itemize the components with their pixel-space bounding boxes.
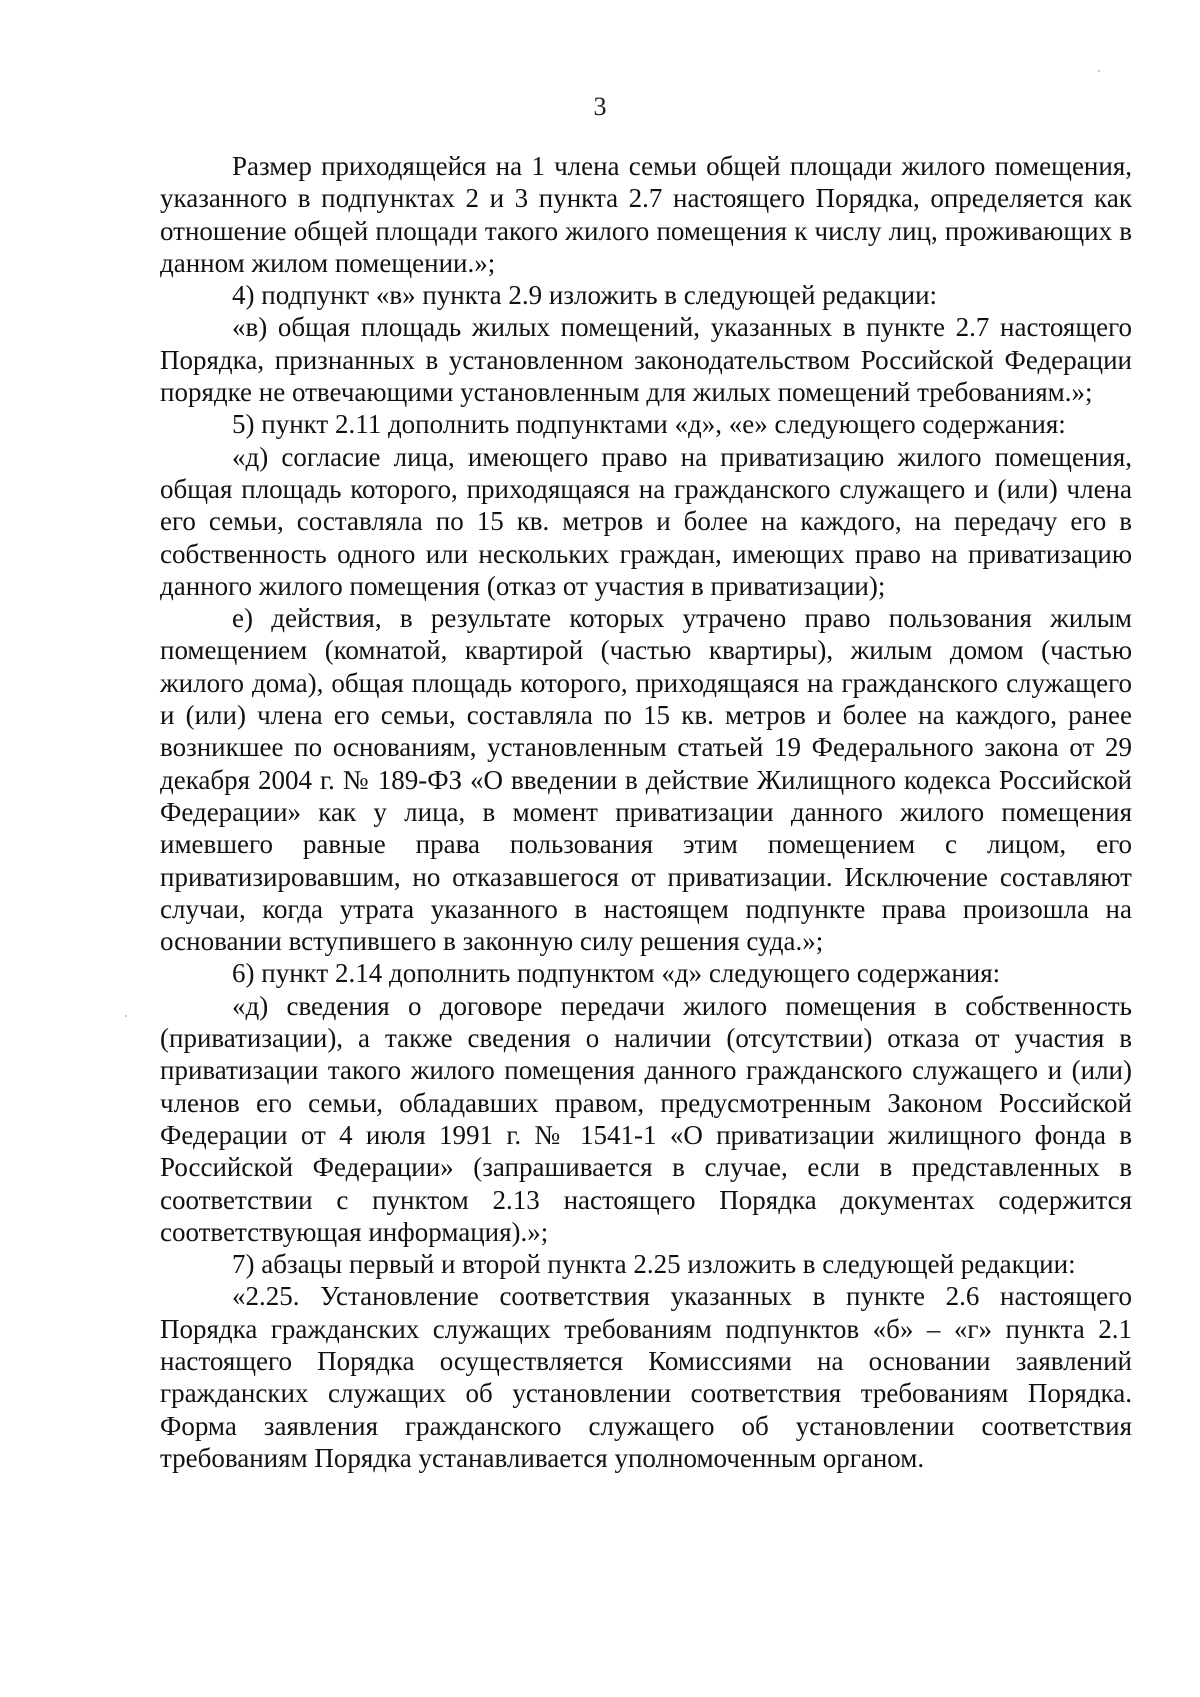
paragraph-item-7: 7) абзацы первый и второй пункта 2.25 изложить в следующей редакции: bbox=[232, 1249, 1076, 1280]
scan-speck bbox=[125, 1015, 127, 1017]
document-body bbox=[160, 150, 1132, 1474]
paragraph-item-4: 4) подпункт «в» пункта 2.9 изложить в следующей редакции: bbox=[232, 280, 938, 311]
paragraph-subitem-v: «в) общая площадь жилых помещений, указанных в пункте 2.7 настоящего Порядка, признанных в установленном законодательством Российской Федерации порядке не отвечающими установленным для жилых помещений требованиям.»; bbox=[160, 312, 1132, 408]
page-number: 3 bbox=[593, 92, 607, 121]
paragraph-subitem-d-privatization: «д) сведения о договоре передачи жилого помещения в собственность (приватизации), а также сведения о наличии (отсутствии) отказа от участия в приватизации такого жилого помещения данного гражданского служащего и (или) членов его семьи, обладавших правом, предусмотренным Законом Российской Федерации от 4 июля 1991 г. № 1541-1 «О приватизации жилищного фонда в Российской Федерации» (запрашивается в случае, если в представленных в соответствии с пунктом 2.13 настоящего Порядка документах содержится соответствующая информация).»; bbox=[160, 990, 1132, 1247]
paragraph-2-25: «2.25. Установление соответствия указанных в пункте 2.6 настоящего Порядка гражданских служащих требованиям подпунктов «б» – «г» пункта 2.1 настоящего Порядка осуществляется Комиссиями на основании заявлений гражданских служащих об установлении соответствия требованиям Порядка. Форма заявления гражданского служащего об установлении соответствия требованиям Порядка устанавливается уполномоченным органом. bbox=[160, 1281, 1132, 1473]
paragraph-area-calculation: Размер приходящейся на 1 члена семьи общей площади жилого помещения, указанного в подпунктах 2 и 3 пункта 2.7 настоящего Порядка, определяется как отношение общей площади такого жилого помещения к числу лиц, проживающих в данном жилом помещении.»; bbox=[160, 151, 1132, 278]
paragraph-subitem-d-consent: «д) согласие лица, имеющего право на приватизацию жилого помещения, общая площадь которого, приходящаяся на гражданского служащего и (или) члена его семьи, составляла по 15 кв. метров и более на каждого, на передачу его в собственность одного или нескольких граждан, имеющих право на приватизацию данного жилого помещения (отказ от участия в приватизации); bbox=[160, 441, 1132, 601]
paragraph-item-6: 6) пункт 2.14 дополнить подпунктом «д» следующего содержания: bbox=[232, 958, 1001, 989]
paragraph-subitem-e-actions: е) действия, в результате которых утрачено право пользования жилым помещением (комнатой, квартирой (частью квартиры), жилым домом (частью жилого дома), общая площадь которого, приходящаяся на гражданского служащего и (или) члена его семьи, составляла по 15 кв. метров и более на каждого, ранее возникшее по основаниям, установленным статьей 19 Федерального закона от 29 декабря 2004 г. № 189-ФЗ «О введении в действие Жилищного кодекса Российской Федерации» как у лица, в момент приватизации данного жилого помещения имевшего равные права пользования этим помещением с лицом, его приватизировавшим, но отказавшегося от приватизации. Исключение составляют случаи, когда утрата указанного в настоящем подпункте права произошла на основании вступившего в законную силу решения суда.»; bbox=[160, 603, 1132, 957]
scan-speck bbox=[1098, 70, 1100, 72]
paragraph-item-5: 5) пункт 2.11 дополнить подпунктами «д», «е» следующего содержания: bbox=[232, 409, 1066, 440]
